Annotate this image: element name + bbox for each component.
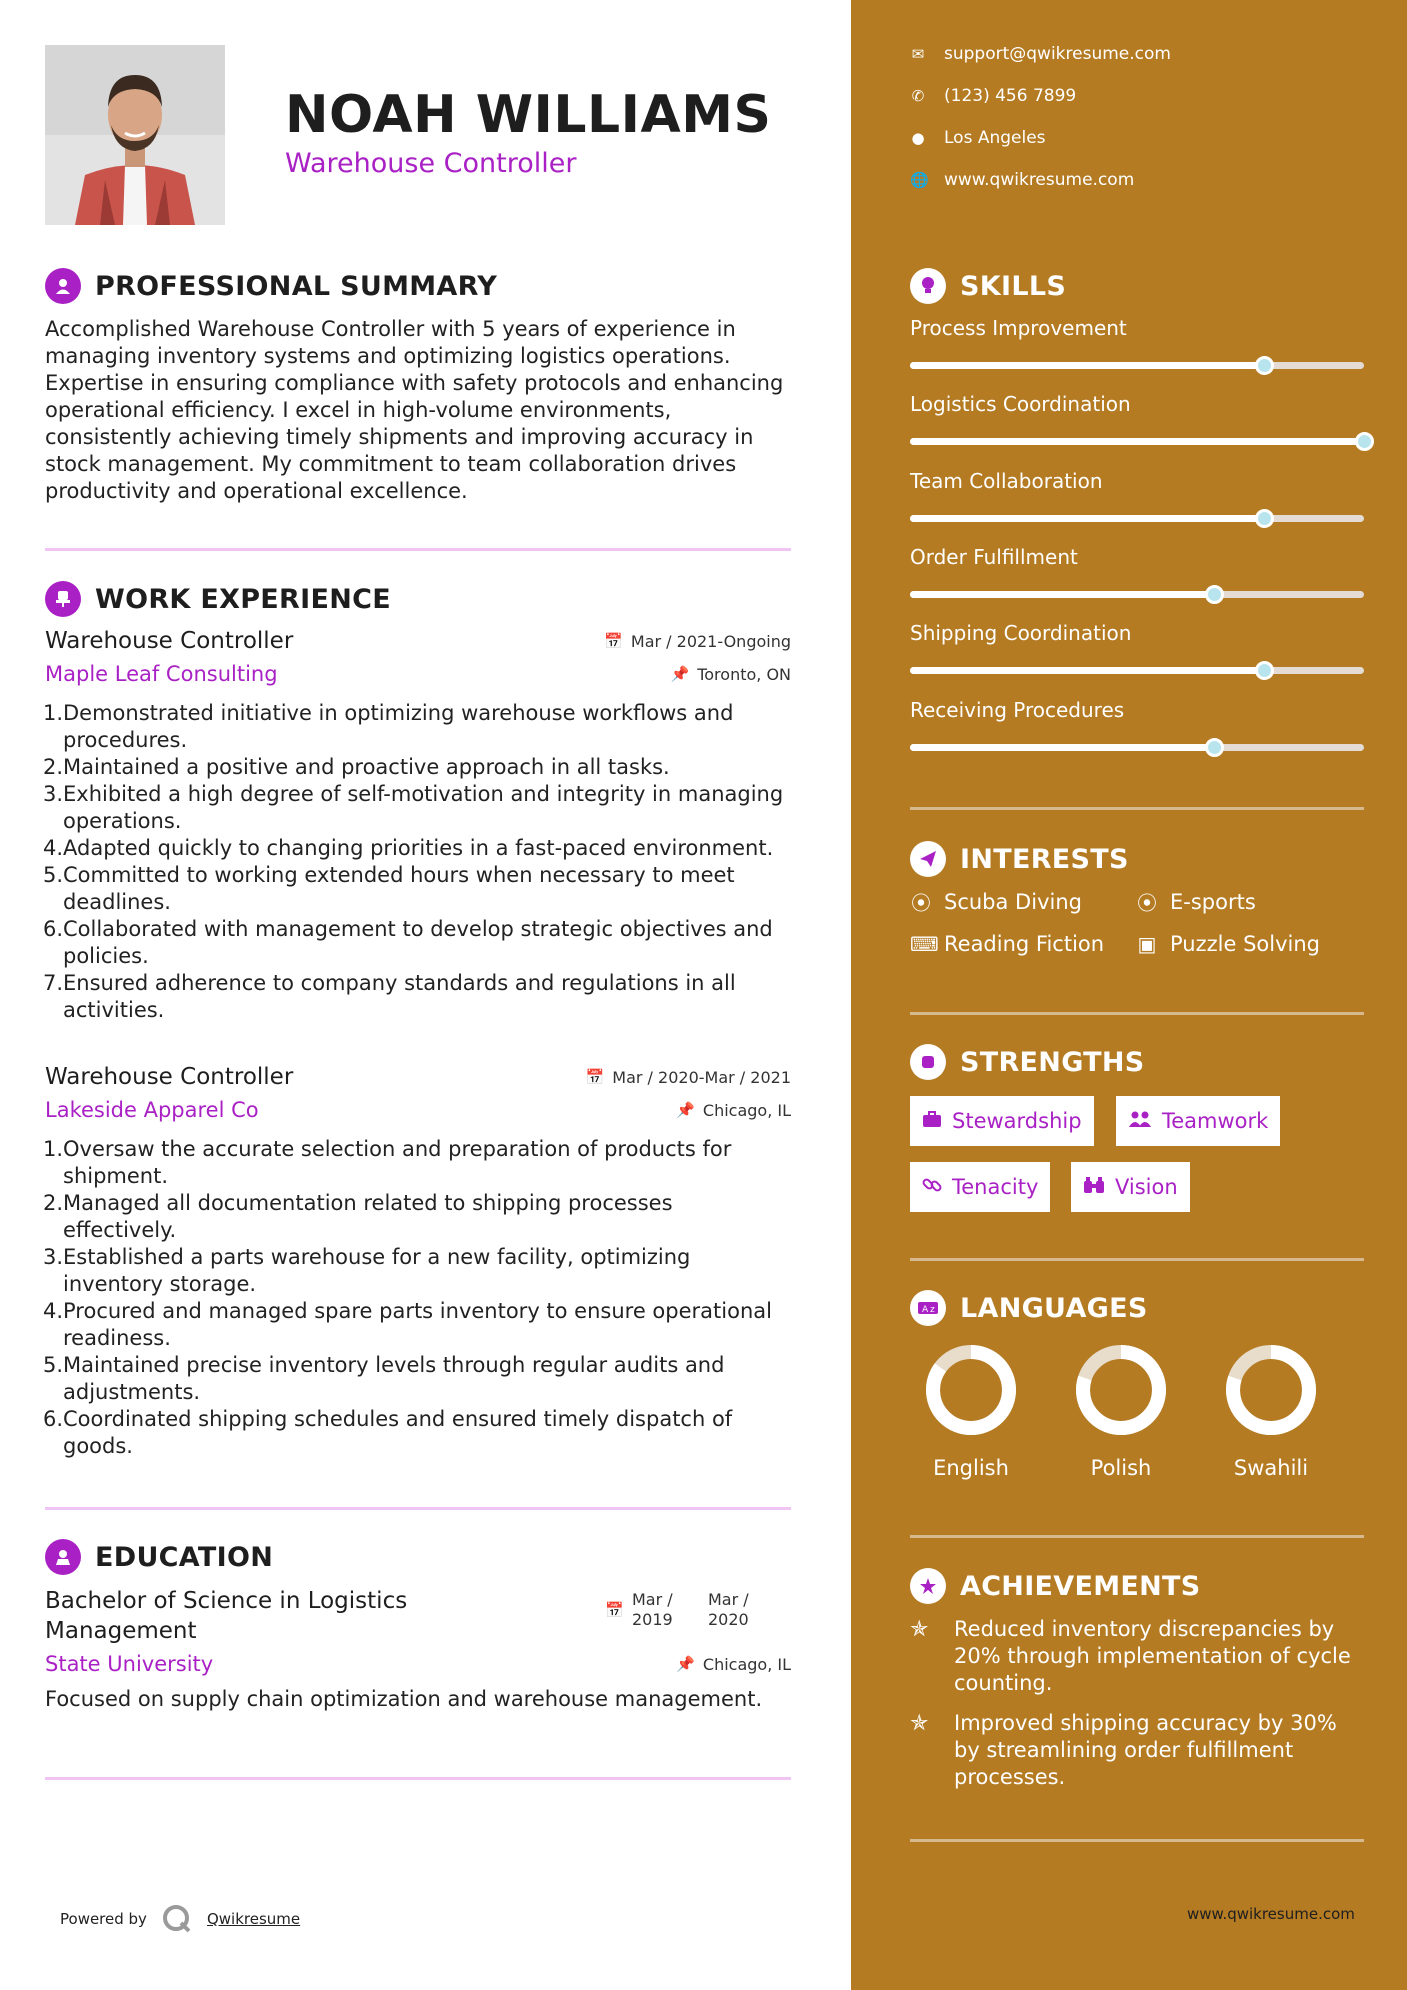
list-item: Committed to working extended hours when necessary to meet deadlines. xyxy=(63,863,735,914)
job-duties xyxy=(45,1136,791,1460)
skill-slider-knob xyxy=(1255,509,1274,528)
job-location xyxy=(676,1101,791,1120)
skill-track xyxy=(910,515,1364,522)
strength-label: Teamwork xyxy=(1162,1109,1269,1133)
star-burst-icon: ✯ xyxy=(910,1711,929,1736)
strength-tag xyxy=(1116,1096,1280,1146)
svg-text:z: z xyxy=(930,1305,935,1315)
education-location xyxy=(676,1655,791,1674)
education-heading xyxy=(45,1539,273,1575)
translate-icon xyxy=(910,1290,946,1326)
contact-phone-text: (123) 456 7899 xyxy=(944,86,1077,106)
achievement-item xyxy=(910,1710,1364,1791)
language-ring xyxy=(1073,1342,1169,1438)
skill-label: Order Fulfillment xyxy=(910,545,1078,569)
footer-powered xyxy=(60,1903,300,1935)
education-title: EDUCATION xyxy=(95,1541,274,1573)
lifebuoy-icon: ⦿ xyxy=(1137,891,1157,915)
sidebar-divider xyxy=(910,1258,1364,1261)
contact-website xyxy=(910,170,1134,190)
language-item xyxy=(911,1342,1031,1480)
achievement-item xyxy=(910,1616,1364,1697)
job-company: Lakeside Apparel Co xyxy=(45,1098,259,1122)
job-dates-text: Mar / 2021-Ongoing xyxy=(630,631,791,651)
user-icon xyxy=(45,268,81,304)
language-label: English xyxy=(933,1456,1009,1480)
interest-label: Puzzle Solving xyxy=(1170,932,1320,956)
users-icon xyxy=(1128,1109,1152,1133)
contact-location xyxy=(910,128,1046,148)
profile-photo xyxy=(45,45,225,225)
education-location-text: Chicago, IL xyxy=(702,1654,791,1674)
contact-phone xyxy=(910,86,1076,106)
person-photo-icon xyxy=(45,45,225,225)
job-entry xyxy=(45,628,791,1024)
experience-title: WORK EXPERIENCE xyxy=(95,583,391,615)
interests-heading xyxy=(910,841,1129,877)
skill-item xyxy=(910,698,1364,751)
strength-tag xyxy=(910,1162,1050,1212)
interest-item xyxy=(1136,887,1256,916)
language-ring xyxy=(1223,1342,1319,1438)
pin-icon: 📌 xyxy=(670,665,690,683)
candidate-name: NOAH WILLIAMS xyxy=(285,85,772,145)
list-item: Adapted quickly to changing priorities in a fast-paced environment. xyxy=(63,836,774,860)
list-item: Demonstrated initiative in optimizing warehouse workflows and procedures. xyxy=(63,701,734,752)
footer-site[interactable]: www.qwikresume.com xyxy=(1187,1905,1355,1923)
skill-track xyxy=(910,744,1364,751)
lightbulb-icon xyxy=(910,268,946,304)
skill-item xyxy=(910,316,1364,369)
section-divider xyxy=(45,548,791,551)
language-item xyxy=(1211,1342,1331,1480)
job-dates xyxy=(586,1068,791,1087)
sidebar-divider xyxy=(910,1012,1364,1015)
skill-fill xyxy=(910,744,1214,751)
svg-text:A: A xyxy=(922,1305,929,1315)
job-location xyxy=(671,665,791,684)
list-item: Collaborated with management to develop strategic objectives and policies. xyxy=(63,917,773,968)
list-item: Exhibited a high degree of self-motivation and integrity in managing operations. xyxy=(63,782,784,833)
education-degree: Bachelor of Science in Logistics Management xyxy=(45,1588,408,1644)
education-start: Mar / 2019 xyxy=(632,1590,673,1629)
powered-by-label: Powered by xyxy=(60,1910,147,1928)
skill-label: Receiving Procedures xyxy=(910,698,1125,722)
list-item: Oversaw the accurate selection and preparation of products for shipment. xyxy=(63,1137,732,1188)
calendar-icon: 📅 xyxy=(604,632,623,650)
pin-icon: 📌 xyxy=(676,1655,695,1673)
skill-item xyxy=(910,392,1364,445)
job-company: Maple Leaf Consulting xyxy=(45,662,278,686)
achievement-text: Reduced inventory discrepancies by 20% through implementation of cycle counting. xyxy=(954,1617,1351,1695)
interest-label: Scuba Diving xyxy=(944,889,1082,914)
interest-item xyxy=(910,932,1104,956)
list-item: Maintained precise inventory levels through regular audits and adjustments. xyxy=(63,1353,725,1404)
list-item: Procured and managed spare parts inventory to ensure operational readiness. xyxy=(63,1299,772,1350)
education-entry xyxy=(45,1586,791,1713)
paper-plane-icon xyxy=(910,841,946,877)
job-dates-text: Mar / 2020-Mar / 2021 xyxy=(612,1067,791,1087)
interests-title: INTERESTS xyxy=(960,843,1129,875)
briefcase-icon xyxy=(922,1109,942,1133)
list-item: Managed all documentation related to shipping processes effectively. xyxy=(63,1191,673,1242)
fist-icon xyxy=(910,1044,946,1080)
education-school: State University xyxy=(45,1652,214,1676)
education-description: Focused on supply chain optimization and warehouse management. xyxy=(45,1687,763,1711)
skill-label: Shipping Coordination xyxy=(910,621,1132,645)
languages-title: LANGUAGES xyxy=(960,1292,1148,1324)
contact-email-text: support@qwikresume.com xyxy=(944,44,1171,64)
skills-heading xyxy=(910,268,1066,304)
language-label: Swahili xyxy=(1233,1456,1309,1480)
gamepad-icon: ⌨ xyxy=(910,932,939,956)
chair-icon xyxy=(45,581,81,617)
sidebar-divider xyxy=(910,807,1364,810)
skill-label: Logistics Coordination xyxy=(910,392,1131,416)
section-divider xyxy=(45,1777,791,1780)
skill-item xyxy=(910,621,1364,674)
strength-label: Stewardship xyxy=(952,1109,1082,1133)
skill-track xyxy=(910,438,1364,445)
contact-website-text: www.qwikresume.com xyxy=(944,170,1135,190)
education-dates xyxy=(605,1590,756,1630)
skill-slider-knob xyxy=(1255,661,1274,680)
skill-fill xyxy=(910,515,1264,522)
summary-text: Accomplished Warehouse Controller with 5 years of experience in managing inventory systems and optimizing logistics operations. Expertise in ensuring compliance with safety protocols and enhancing operational efficiency. I excel in high-volume environments, consistently achieving timely shipments and improving accuracy in stock management. My commitment to team collaboration drives productivity and operational excellence. xyxy=(45,317,784,503)
star-icon xyxy=(910,1568,946,1604)
strengths-title: STRENGTHS xyxy=(960,1046,1145,1078)
language-ring xyxy=(923,1342,1019,1438)
list-item: Coordinated shipping schedules and ensured timely dispatch of goods. xyxy=(63,1407,733,1458)
strength-tag xyxy=(910,1096,1094,1146)
calendar-icon: 📅 xyxy=(605,1601,624,1619)
language-item xyxy=(1061,1342,1181,1480)
skill-label: Team Collaboration xyxy=(910,469,1103,493)
skill-slider-knob xyxy=(1255,356,1274,375)
job-location-text: Chicago, IL xyxy=(702,1100,791,1120)
skill-fill xyxy=(910,362,1264,369)
achievements-heading xyxy=(910,1568,1201,1604)
graduate-icon xyxy=(45,1539,81,1575)
strength-label: Tenacity xyxy=(952,1175,1039,1199)
book-icon: ▣ xyxy=(1137,932,1157,956)
envelope-icon: ✉ xyxy=(911,45,925,63)
skill-track xyxy=(910,591,1364,598)
strengths-heading xyxy=(910,1044,1145,1080)
qwikresume-logo-icon xyxy=(161,1903,193,1935)
sidebar-divider xyxy=(910,1535,1364,1538)
job-entry xyxy=(45,1064,791,1460)
strength-label: Vision xyxy=(1115,1175,1178,1199)
interest-item xyxy=(1136,932,1320,956)
achievement-text: Improved shipping accuracy by 30% by streamlining order fulfillment processes. xyxy=(954,1711,1337,1789)
skill-item xyxy=(910,469,1364,522)
interest-label: E-sports xyxy=(1170,889,1256,914)
experience-heading xyxy=(45,581,391,617)
list-item: Maintained a positive and proactive approach in all tasks. xyxy=(63,755,670,779)
candidate-title: Warehouse Controller xyxy=(285,148,577,179)
skill-fill xyxy=(910,667,1264,674)
map-pin-icon: ● xyxy=(911,129,925,147)
list-item: Ensured adherence to company standards and regulations in all activities. xyxy=(63,971,736,1022)
language-label: Polish xyxy=(1090,1456,1152,1480)
link-icon xyxy=(922,1175,942,1200)
languages-heading xyxy=(910,1290,1148,1326)
interest-label: Reading Fiction xyxy=(944,932,1105,956)
section-divider xyxy=(45,1507,791,1510)
contact-email xyxy=(910,44,1171,64)
phone-icon: ✆ xyxy=(911,87,925,105)
binoculars-icon xyxy=(1083,1175,1105,1199)
job-position: Warehouse Controller xyxy=(45,1064,294,1090)
skill-fill xyxy=(910,438,1364,445)
contact-location-text: Los Angeles xyxy=(944,128,1046,148)
skill-slider-knob xyxy=(1355,432,1374,451)
pin-icon: 📌 xyxy=(676,1101,695,1119)
globe-icon: 🌐 xyxy=(910,171,929,189)
skill-label: Process Improvement xyxy=(910,316,1127,340)
job-position: Warehouse Controller xyxy=(45,628,294,654)
list-item: Established a parts warehouse for a new facility, optimizing inventory storage. xyxy=(63,1245,691,1296)
calendar-icon: 📅 xyxy=(585,1068,605,1086)
job-location-text: Toronto, ON xyxy=(697,664,791,684)
interest-item xyxy=(910,887,1082,916)
skill-fill xyxy=(910,591,1214,598)
education-end: Mar / 2020 xyxy=(708,1590,749,1629)
star-burst-icon: ✯ xyxy=(910,1617,929,1642)
skill-track xyxy=(910,667,1364,674)
skills-title: SKILLS xyxy=(960,270,1067,302)
skill-item xyxy=(910,545,1364,598)
achievements-title: ACHIEVEMENTS xyxy=(960,1570,1201,1602)
brand-link[interactable]: Qwikresume xyxy=(206,1910,301,1928)
job-dates xyxy=(604,632,791,651)
strength-tag xyxy=(1071,1162,1190,1212)
summary-heading xyxy=(45,268,497,304)
skill-track xyxy=(910,362,1364,369)
job-duties xyxy=(45,700,791,1024)
sidebar-divider xyxy=(910,1839,1364,1842)
lifebuoy-icon: ⦿ xyxy=(911,891,931,915)
summary-title: PROFESSIONAL SUMMARY xyxy=(95,270,498,302)
